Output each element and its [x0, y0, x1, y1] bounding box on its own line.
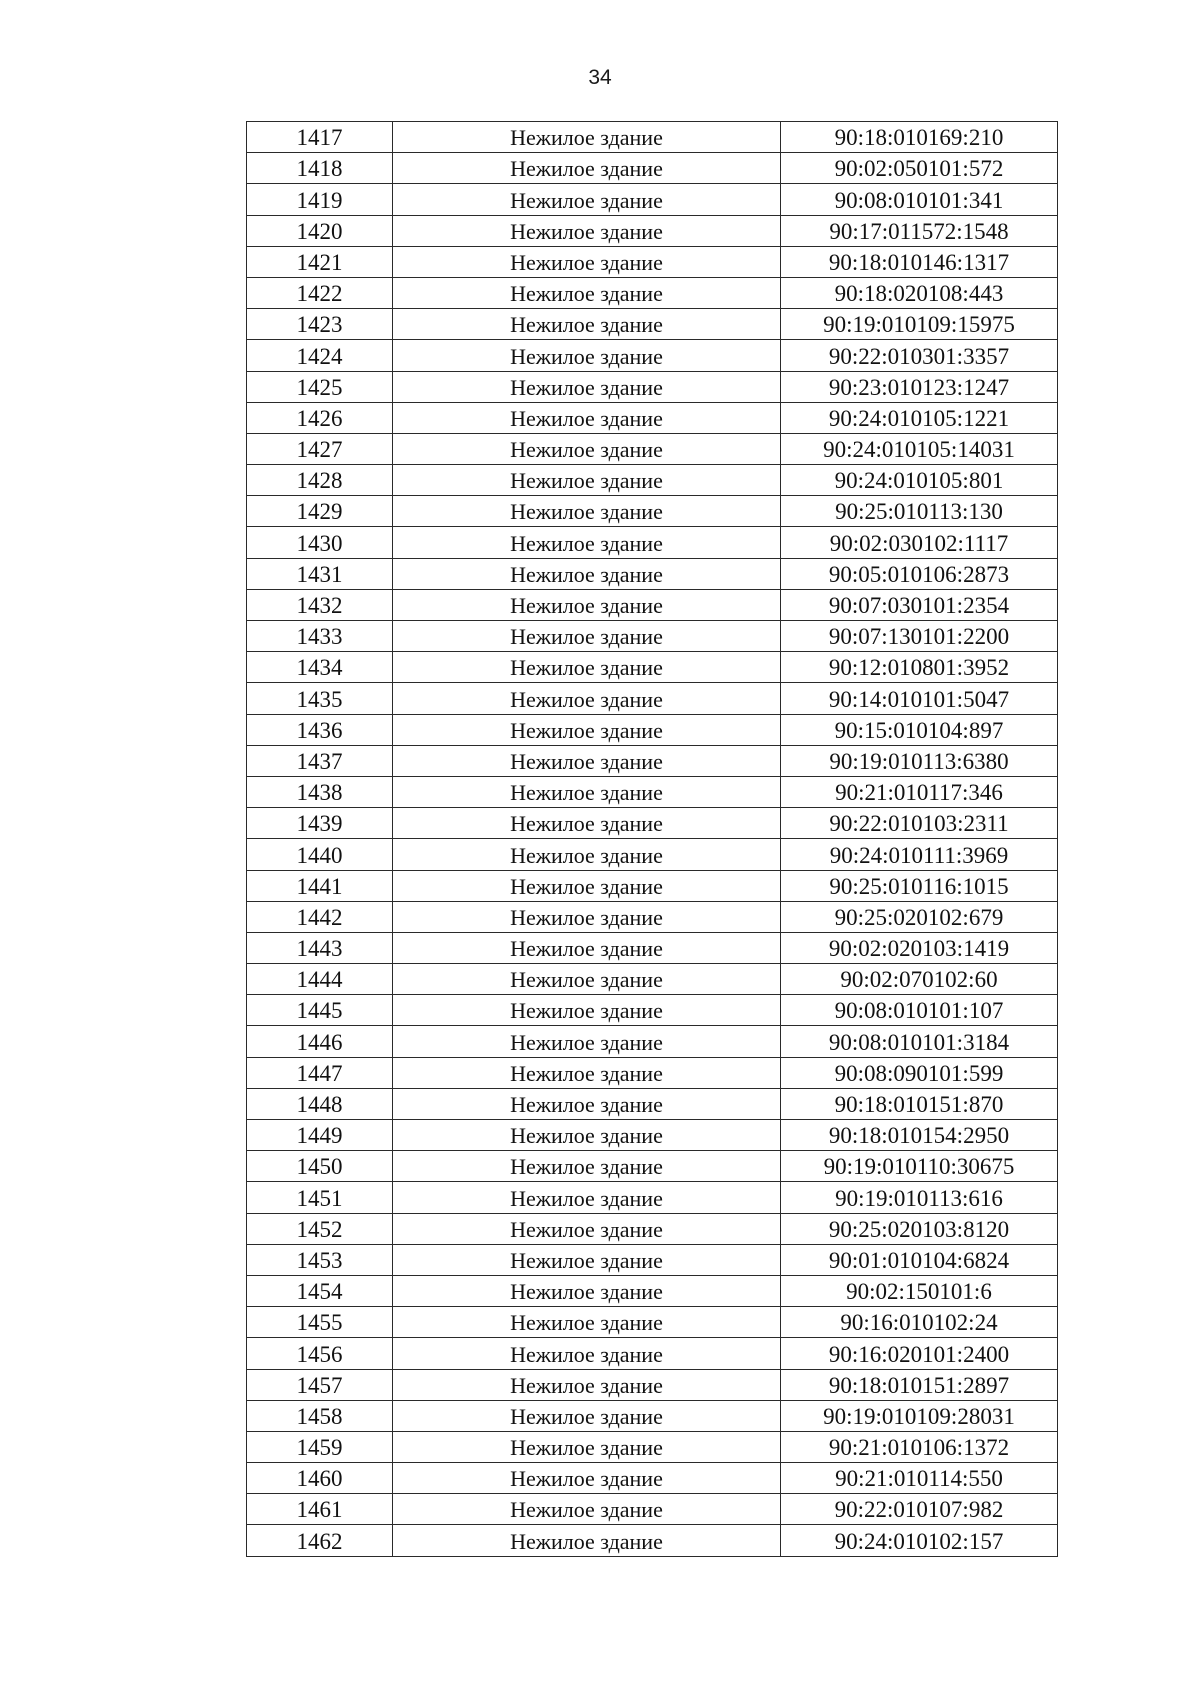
object-type-cell: Нежилое здание — [393, 745, 781, 776]
cadastral-number-cell: 90:25:020103:8120 — [781, 1213, 1058, 1244]
row-number-cell: 1459 — [247, 1431, 393, 1462]
cadastral-number-cell: 90:15:010104:897 — [781, 714, 1058, 745]
table-row — [247, 433, 1058, 464]
cadastral-number-cell: 90:24:010105:1221 — [781, 402, 1058, 433]
object-type-cell: Нежилое здание — [393, 309, 781, 340]
row-number-cell: 1448 — [247, 1088, 393, 1119]
cadastral-number-cell: 90:19:010109:15975 — [781, 309, 1058, 340]
row-number-cell: 1452 — [247, 1213, 393, 1244]
cadastral-number-cell: 90:18:010151:870 — [781, 1088, 1058, 1119]
cadastral-number-cell: 90:18:010154:2950 — [781, 1120, 1058, 1151]
cadastral-number-cell: 90:19:010113:616 — [781, 1182, 1058, 1213]
table-row — [247, 309, 1058, 340]
cadastral-number-cell: 90:02:070102:60 — [781, 964, 1058, 995]
object-type-cell: Нежилое здание — [393, 277, 781, 308]
cadastral-number-cell: 90:22:010301:3357 — [781, 340, 1058, 371]
cadastral-number-cell: 90:21:010106:1372 — [781, 1431, 1058, 1462]
cadastral-number-cell: 90:24:010105:801 — [781, 465, 1058, 496]
cadastral-number-cell: 90:19:010113:6380 — [781, 745, 1058, 776]
object-type-cell: Нежилое здание — [393, 1275, 781, 1306]
row-number-cell: 1432 — [247, 589, 393, 620]
table-row — [247, 1463, 1058, 1494]
page-number: 34 — [588, 66, 612, 89]
table-row — [247, 870, 1058, 901]
object-type-cell: Нежилое здание — [393, 153, 781, 184]
table-row — [247, 652, 1058, 683]
row-number-cell: 1446 — [247, 1026, 393, 1057]
row-number-cell: 1430 — [247, 527, 393, 558]
cadastral-number-cell: 90:08:090101:599 — [781, 1057, 1058, 1088]
cadastral-number-cell: 90:08:010101:341 — [781, 184, 1058, 215]
table-row — [247, 1057, 1058, 1088]
row-number-cell: 1437 — [247, 745, 393, 776]
object-type-cell: Нежилое здание — [393, 558, 781, 589]
table-row — [247, 1338, 1058, 1369]
row-number-cell: 1457 — [247, 1369, 393, 1400]
object-type-cell: Нежилое здание — [393, 1120, 781, 1151]
object-type-cell: Нежилое здание — [393, 1369, 781, 1400]
row-number-cell: 1455 — [247, 1307, 393, 1338]
object-type-cell: Нежилое здание — [393, 714, 781, 745]
table-row — [247, 1213, 1058, 1244]
row-number-cell: 1418 — [247, 153, 393, 184]
object-type-cell: Нежилое здание — [393, 1182, 781, 1213]
object-type-cell: Нежилое здание — [393, 652, 781, 683]
table-row — [247, 683, 1058, 714]
table-row — [247, 621, 1058, 652]
object-type-cell: Нежилое здание — [393, 215, 781, 246]
table-row — [247, 964, 1058, 995]
object-type-cell: Нежилое здание — [393, 340, 781, 371]
row-number-cell: 1439 — [247, 808, 393, 839]
object-type-cell: Нежилое здание — [393, 1494, 781, 1525]
row-number-cell: 1421 — [247, 246, 393, 277]
cadastral-number-cell: 90:18:020108:443 — [781, 277, 1058, 308]
object-type-cell: Нежилое здание — [393, 1244, 781, 1275]
row-number-cell: 1423 — [247, 309, 393, 340]
table-row — [247, 1120, 1058, 1151]
table-row — [247, 1525, 1058, 1556]
object-type-cell: Нежилое здание — [393, 246, 781, 277]
table-row — [247, 995, 1058, 1026]
row-number-cell: 1450 — [247, 1151, 393, 1182]
row-number-cell: 1422 — [247, 277, 393, 308]
row-number-cell: 1453 — [247, 1244, 393, 1275]
cadastral-number-cell: 90:24:010111:3969 — [781, 839, 1058, 870]
cadastral-number-cell: 90:01:010104:6824 — [781, 1244, 1058, 1275]
object-type-cell: Нежилое здание — [393, 1057, 781, 1088]
table-row — [247, 589, 1058, 620]
object-type-cell: Нежилое здание — [393, 1525, 781, 1556]
object-type-cell: Нежилое здание — [393, 433, 781, 464]
cadastral-number-cell: 90:19:010109:28031 — [781, 1400, 1058, 1431]
table-row — [247, 776, 1058, 807]
cadastral-number-cell: 90:02:150101:6 — [781, 1275, 1058, 1306]
row-number-cell: 1460 — [247, 1463, 393, 1494]
row-number-cell: 1436 — [247, 714, 393, 745]
row-number-cell: 1435 — [247, 683, 393, 714]
table-row — [247, 371, 1058, 402]
table-row — [247, 901, 1058, 932]
table-row — [247, 122, 1058, 153]
table-row — [247, 402, 1058, 433]
object-type-cell: Нежилое здание — [393, 1151, 781, 1182]
table-row — [247, 839, 1058, 870]
row-number-cell: 1433 — [247, 621, 393, 652]
cadastral-number-cell: 90:25:010116:1015 — [781, 870, 1058, 901]
object-type-cell: Нежилое здание — [393, 122, 781, 153]
row-number-cell: 1456 — [247, 1338, 393, 1369]
table-row — [247, 808, 1058, 839]
cadastral-number-cell: 90:02:020103:1419 — [781, 932, 1058, 963]
row-number-cell: 1425 — [247, 371, 393, 402]
cadastral-number-cell: 90:18:010169:210 — [781, 122, 1058, 153]
object-type-cell: Нежилое здание — [393, 371, 781, 402]
table-row — [247, 1275, 1058, 1306]
table-row — [247, 932, 1058, 963]
table-row — [247, 1026, 1058, 1057]
row-number-cell: 1434 — [247, 652, 393, 683]
object-type-cell: Нежилое здание — [393, 1431, 781, 1462]
cadastral-number-cell: 90:17:011572:1548 — [781, 215, 1058, 246]
cadastral-number-cell: 90:19:010110:30675 — [781, 1151, 1058, 1182]
row-number-cell: 1447 — [247, 1057, 393, 1088]
table-row — [247, 215, 1058, 246]
table-row — [247, 184, 1058, 215]
row-number-cell: 1451 — [247, 1182, 393, 1213]
table-row — [247, 714, 1058, 745]
row-number-cell: 1449 — [247, 1120, 393, 1151]
table-row — [247, 1244, 1058, 1275]
row-number-cell: 1429 — [247, 496, 393, 527]
table-row — [247, 496, 1058, 527]
table-row — [247, 340, 1058, 371]
table-row — [247, 246, 1058, 277]
cadastral-number-cell: 90:22:010103:2311 — [781, 808, 1058, 839]
cadastral-number-cell: 90:02:050101:572 — [781, 153, 1058, 184]
object-type-cell: Нежилое здание — [393, 496, 781, 527]
cadastral-number-cell: 90:24:010105:14031 — [781, 433, 1058, 464]
object-type-cell: Нежилое здание — [393, 1213, 781, 1244]
object-type-cell: Нежилое здание — [393, 995, 781, 1026]
row-number-cell: 1431 — [247, 558, 393, 589]
object-type-cell: Нежилое здание — [393, 402, 781, 433]
cadastral-number-cell: 90:24:010102:157 — [781, 1525, 1058, 1556]
object-type-cell: Нежилое здание — [393, 776, 781, 807]
cadastral-number-cell: 90:08:010101:107 — [781, 995, 1058, 1026]
cadastral-number-cell: 90:14:010101:5047 — [781, 683, 1058, 714]
row-number-cell: 1461 — [247, 1494, 393, 1525]
row-number-cell: 1417 — [247, 122, 393, 153]
row-number-cell: 1438 — [247, 776, 393, 807]
registry-table — [246, 121, 1058, 1557]
object-type-cell: Нежилое здание — [393, 621, 781, 652]
cadastral-number-cell: 90:07:030101:2354 — [781, 589, 1058, 620]
row-number-cell: 1441 — [247, 870, 393, 901]
object-type-cell: Нежилое здание — [393, 527, 781, 558]
cadastral-number-cell: 90:16:020101:2400 — [781, 1338, 1058, 1369]
object-type-cell: Нежилое здание — [393, 683, 781, 714]
row-number-cell: 1458 — [247, 1400, 393, 1431]
table-row — [247, 1431, 1058, 1462]
cadastral-number-cell: 90:21:010117:346 — [781, 776, 1058, 807]
row-number-cell: 1442 — [247, 901, 393, 932]
row-number-cell: 1428 — [247, 465, 393, 496]
object-type-cell: Нежилое здание — [393, 839, 781, 870]
object-type-cell: Нежилое здание — [393, 1463, 781, 1494]
object-type-cell: Нежилое здание — [393, 1307, 781, 1338]
object-type-cell: Нежилое здание — [393, 1400, 781, 1431]
row-number-cell: 1454 — [247, 1275, 393, 1306]
object-type-cell: Нежилое здание — [393, 808, 781, 839]
table-row — [247, 1151, 1058, 1182]
table-row — [247, 1088, 1058, 1119]
row-number-cell: 1445 — [247, 995, 393, 1026]
object-type-cell: Нежилое здание — [393, 901, 781, 932]
cadastral-number-cell: 90:05:010106:2873 — [781, 558, 1058, 589]
cadastral-number-cell: 90:07:130101:2200 — [781, 621, 1058, 652]
object-type-cell: Нежилое здание — [393, 1338, 781, 1369]
table-row — [247, 527, 1058, 558]
object-type-cell: Нежилое здание — [393, 870, 781, 901]
table-row — [247, 1307, 1058, 1338]
cadastral-number-cell: 90:02:030102:1117 — [781, 527, 1058, 558]
row-number-cell: 1426 — [247, 402, 393, 433]
cadastral-number-cell: 90:08:010101:3184 — [781, 1026, 1058, 1057]
object-type-cell: Нежилое здание — [393, 1088, 781, 1119]
table-row — [247, 1182, 1058, 1213]
table-row — [247, 1494, 1058, 1525]
row-number-cell: 1443 — [247, 932, 393, 963]
cadastral-number-cell: 90:25:020102:679 — [781, 901, 1058, 932]
cadastral-number-cell: 90:18:010151:2897 — [781, 1369, 1058, 1400]
row-number-cell: 1444 — [247, 964, 393, 995]
cadastral-number-cell: 90:12:010801:3952 — [781, 652, 1058, 683]
cadastral-number-cell: 90:21:010114:550 — [781, 1463, 1058, 1494]
object-type-cell: Нежилое здание — [393, 465, 781, 496]
object-type-cell: Нежилое здание — [393, 932, 781, 963]
table-row — [247, 745, 1058, 776]
row-number-cell: 1462 — [247, 1525, 393, 1556]
object-type-cell: Нежилое здание — [393, 184, 781, 215]
cadastral-number-cell: 90:25:010113:130 — [781, 496, 1058, 527]
row-number-cell: 1427 — [247, 433, 393, 464]
cadastral-number-cell: 90:18:010146:1317 — [781, 246, 1058, 277]
object-type-cell: Нежилое здание — [393, 964, 781, 995]
table-row — [247, 1400, 1058, 1431]
cadastral-number-cell: 90:16:010102:24 — [781, 1307, 1058, 1338]
table-row — [247, 153, 1058, 184]
row-number-cell: 1440 — [247, 839, 393, 870]
cadastral-number-cell: 90:23:010123:1247 — [781, 371, 1058, 402]
table-row — [247, 558, 1058, 589]
cadastral-number-cell: 90:22:010107:982 — [781, 1494, 1058, 1525]
row-number-cell: 1424 — [247, 340, 393, 371]
object-type-cell: Нежилое здание — [393, 589, 781, 620]
table-row — [247, 465, 1058, 496]
row-number-cell: 1419 — [247, 184, 393, 215]
table-row — [247, 1369, 1058, 1400]
row-number-cell: 1420 — [247, 215, 393, 246]
object-type-cell: Нежилое здание — [393, 1026, 781, 1057]
table-body — [247, 122, 1058, 1557]
table-row — [247, 277, 1058, 308]
